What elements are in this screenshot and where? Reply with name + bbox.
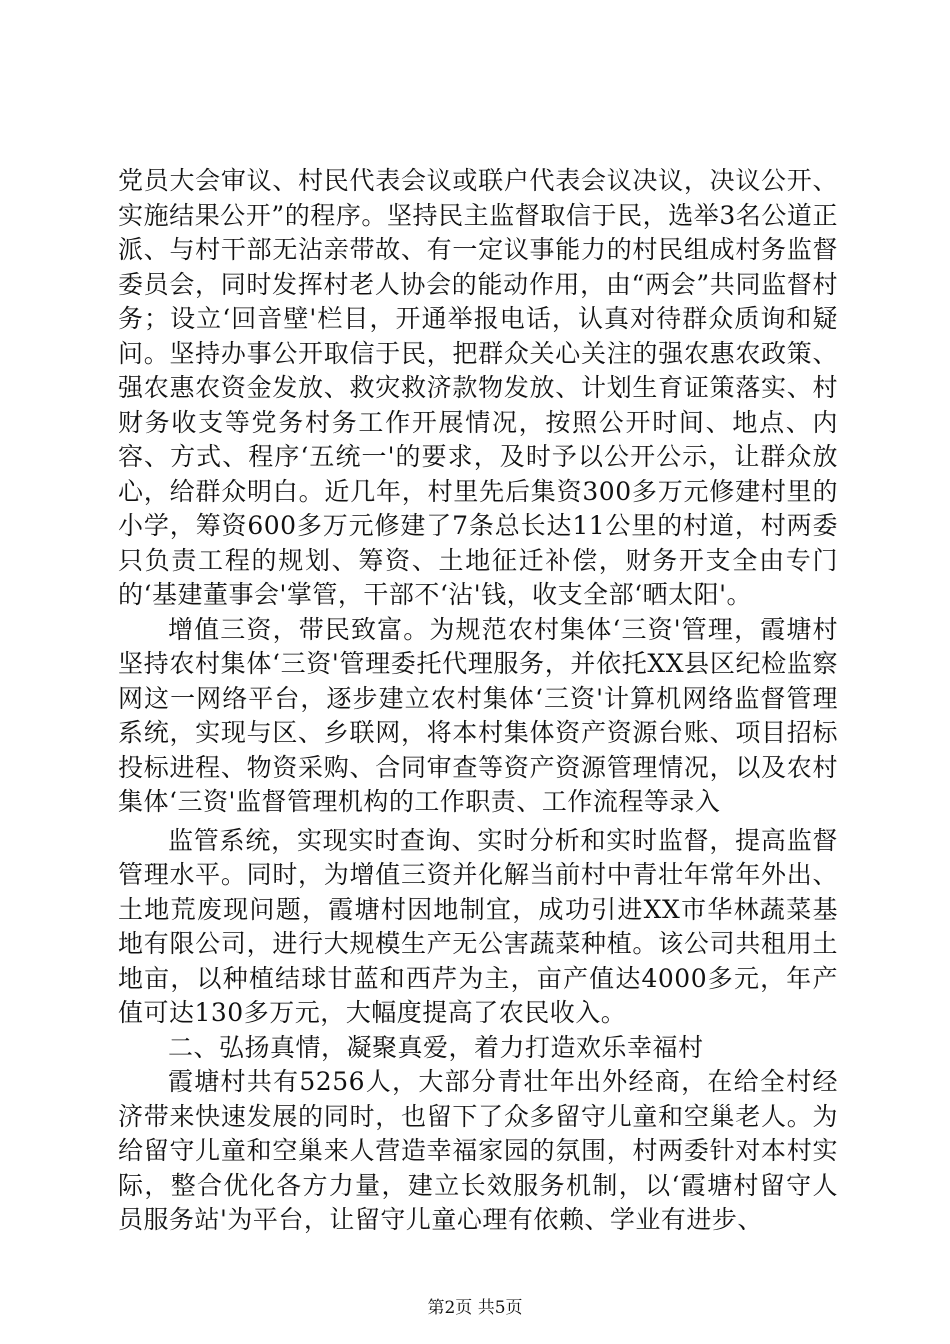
paragraph-three-assets: 增值三资，带民致富。为规范农村集体‘三资'管理，霞塘村坚持农村集体‘三资'管理委托代理服务，并依托XX县区纪检监察网这一网络平台，逐步建立农村集体‘三资'计算机网络监督管理系统，实现与区、乡联网，将本村集体资产资源台账、项目招标投标进程、物资采购、合同审查等资产资源管理情况，以及农村集体‘三资'监督管理机构的工作职责、工作流程等录入	[118, 614, 838, 816]
section-heading-two: 二、弘扬真情，凝聚真爱，着力打造欢乐幸福村	[168, 1032, 704, 1062]
paragraph-village-affairs-openness: 党员大会审议、村民代表会议或联户代表会议决议，决议公开、实施结果公开”的程序。坚持民主监督取信于民，选举3名公道正派、与村干部无沾亲带故、有一定议事能力的村民组成村务监督委员会，同时发挥村老人协会的能动作用，由“两会”共同监督村务；设立‘回音壁'栏目，开通举报电话，认真对待群众质询和疑问。坚持办事公开取信于民，把群众关心关注的强农惠农政策、强农惠农资金发放、救灾救济款物发放、计划生育证策落实、村财务收支等党务村务工作开展情况，按照公开时间、地点、内容、方式、程序‘五统一'的要求，及时予以公开公示，让群众放心，给群众明白。近几年，村里先后集资300多万元修建村里的小学，筹资600多万元修建了7条总长达11公里的村道，村两委只负责工程的规划、筹资、土地征迁补偿，财务开支全由专门的‘基建董事会'掌管，干部不‘沾'钱，收支全部‘晒太阳'。	[118, 166, 838, 609]
page-footer: 第2页 共5页	[427, 1298, 523, 1318]
paragraph-supervision-system: 监管系统，实现实时查询、实时分析和实时监督，提高监督管理水平。同时，为增值三资并化解当前村中青壮年常年外出、土地荒废现问题，霞塘村因地制宜，成功引进XX市华林蔬菜基地有限公司，进行大规模生产无公害蔬菜种植。该公司共租用土地亩，以种植结球甘蓝和西芹为主，亩产值达4000多元，年产值可达130多万元，大幅度提高了农民收入。	[118, 825, 838, 1027]
paragraph-left-behind-residents: 霞塘村共有5256人，大部分青壮年出外经商，在给全村经济带来快速发展的同时，也留下了众多留守儿童和空巢老人。为给留守儿童和空巢来人营造幸福家园的氛围，村两委针对本村实际，整合优化各方力量，建立长效服务机制，以‘霞塘村留守人员服务站'为平台，让留守儿童心理有依赖、学业有进步、	[118, 1067, 838, 1234]
document-body	[118, 164, 838, 1238]
